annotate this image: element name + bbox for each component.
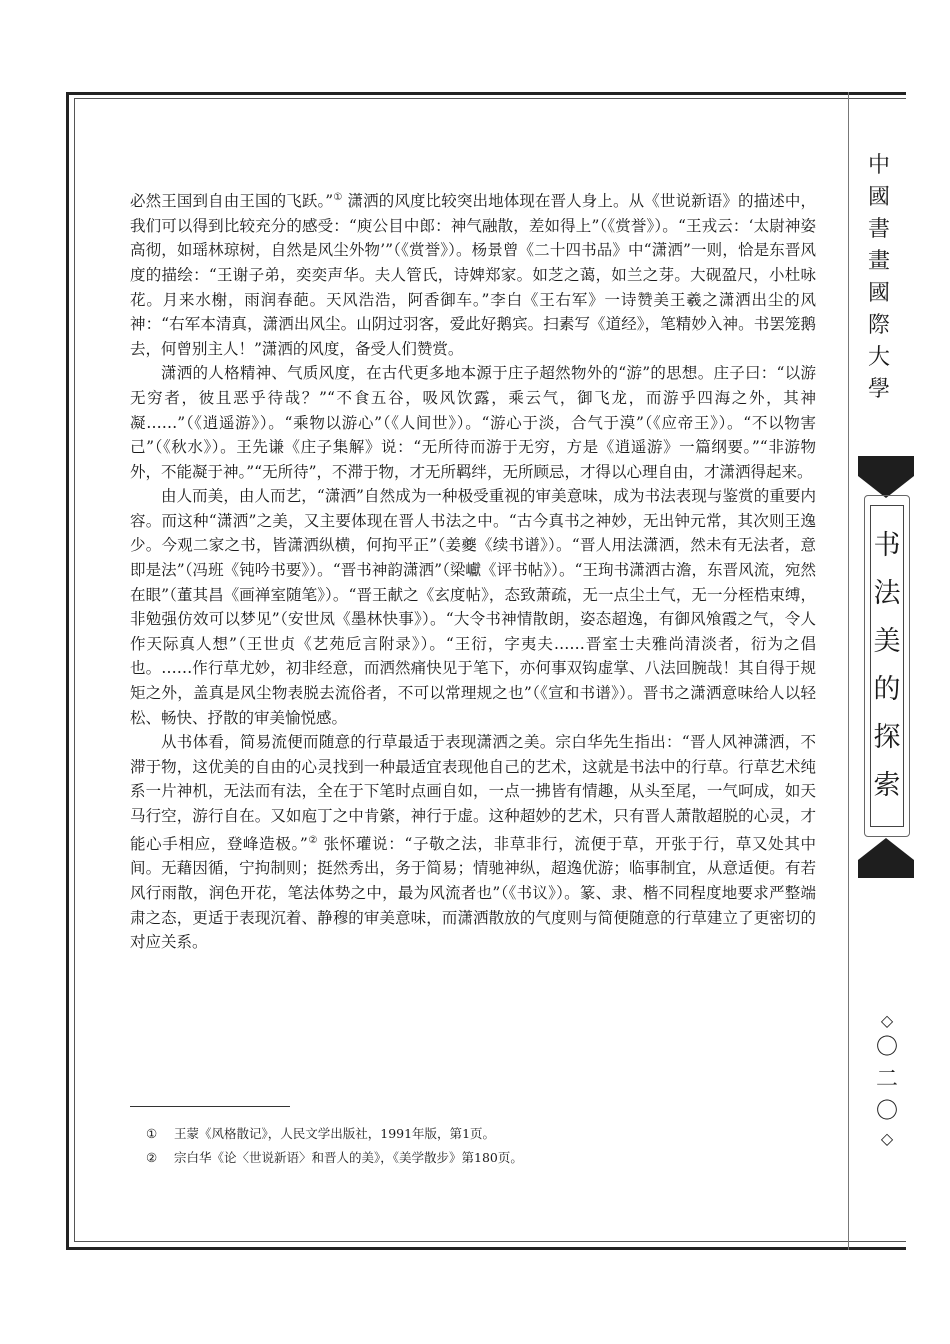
footnote-text: 宗白华《论〈世说新语〉和晋人的美》，《美学散步》第180页。 [174,1150,523,1165]
paragraph-text: 从书体看，简易流便而随意的行草最适于表现潇洒之美。宗白华先生指出：“晋人风神潇洒，不滞于物，这优美的自由的心灵找到一种最适宜表现他自己的艺术，这就是书法中的行草。行草艺术纯系一片神机，无法而有法，全在于下笔时点画自如，一点一拂皆有情趣，从头至尾，一气呵成，如天马行空，游行自在。又如庖丁之中肯綮，神行于虚。这种超妙的艺术，只有晋人萧散超脱的心灵，才能心手相应，登峰造极。” [130,733,816,853]
series-title-char: 畫 [867,249,890,274]
footnotes [146,1122,806,1170]
book-title-char: 索 [873,770,901,801]
series-title-char: 學 [867,377,890,402]
footnote-mark: ① [146,1126,158,1141]
paragraph-1 [130,186,816,361]
footnote-ref[interactable]: ② [307,834,319,846]
diamond-icon: ◇ [880,1129,894,1148]
paragraph-text: 张怀瓘说：“子敬之法，非草非行，流便于草，开张于行，草又处其中间。无藉因循，宁拘制则；挺然秀出，务于简易；情驰神纵，超逸优游；临事制宜，从意适便。有若风行雨散，润色开花，笔法体势之中，最为风流者也”（《书议》）。篆、隶、楷不同程度地要求严整端肃之态，更适于表现沉着、静穆的审美意味，而潇洒散放的气度则与简便随意的行草建立了更密切的对应关系。 [130,834,816,952]
page-number-digit: 〇 [875,1099,898,1124]
book-title-char: 书 [873,530,901,561]
ornament-chevron-bottom [858,834,914,868]
paragraph-2: 潇洒的人格精神、气质风度，在古代更多地本源于庄子超然物外的“游”的思想。庄子曰：“以游无穷者，彼且恶乎待哉？”“不食五谷，吸风饮露，乘云气，御飞龙，而游乎四海之外，其神凝……”（《逍遥游》）。“乘物以游心”（《人间世》）。“游心于淡，合气于漠”（《应帝王》）。“不以物害己”（《秋水》）。王先谦《庄子集解》说：“无所待而游于无穷，方是《逍遥游》一篇纲要。”“非游物外，不能凝于神。”“无所待”，不滞于物，才无所羁绊，无所顾忌，才得以心理自由，才潇洒得起来。 [130,364,816,481]
series-title-char: 際 [867,313,890,338]
paragraph-text: 必然王国到自由王国的飞跃。” [130,192,334,211]
series-title-char: 國 [867,185,890,210]
page-number-digit: 二 [875,1067,898,1092]
page-number-digit: 〇 [875,1035,898,1060]
ornament-bar-bottom [858,866,914,878]
body-text [130,186,816,955]
book-title-char: 的 [873,674,901,705]
book-title-char: 法 [873,578,901,609]
book-title [874,522,901,810]
paragraph-4 [130,730,816,955]
series-title-char: 中 [867,153,890,178]
book-title-box [870,505,904,827]
footnote-item [146,1122,806,1146]
footnote-item [146,1146,806,1170]
book-title-char: 美 [873,626,901,657]
book-title-char: 探 [873,722,901,753]
series-title-char: 書 [867,217,890,242]
page-number [862,1010,912,1150]
series-title-char: 大 [867,345,890,370]
series-title-char: 國 [867,281,890,306]
side-divider [848,92,849,1250]
footnote-mark: ② [146,1150,158,1165]
diamond-icon: ◇ [880,1011,894,1030]
paragraph-3: 由人而美，由人而艺，“潇洒”自然成为一种极受重视的审美意味，成为书法表现与鉴赏的重要内容。而这种“潇洒”之美，又主要体现在晋人书法之中。“古今真书之神妙，无出钟元常，其次则王逸少。今观二家之书，皆潇洒纵横，何拘平正”（姜夔《续书谱》）。“晋人用法潇洒，然未有无法者，意即是法”（冯班《钝吟书要》）。“晋书神韵潇洒”（梁巘《评书帖》）。“王珣书潇洒古澹，东晋风流，宛然在眼”（董其昌《画禅室随笔》）。“晋王献之《玄度帖》，态致萧疏，无一点尘土气，无一分桎梏束缚，非勉强仿效可以梦见”（安世凤《墨林快事》）。“大令书神情散朗，姿态超逸，有御风飧霞之气，令人作天际真人想”（王世贞《艺苑卮言附录》）。“王衍，字夷夫……晋室士夫雅尚清淡者，衍为之倡也。……作行草尤妙，初非经意，而洒然痛快见于笔下，亦何事双钩虚掌、八法回腕哉！其自得于规矩之外，盖真是风尘物表脱去流俗者，不可以常理规之也”（《宣和书谱》）。晋书之潇洒意味给人以轻松、畅快、抒散的审美愉悦感。 [130,487,816,727]
series-title [864,150,894,406]
footnote-text: 王蒙《风格散记》，人民文学出版社，1991年版，第1页。 [174,1126,496,1141]
footnote-ref[interactable]: ① [333,192,343,203]
footnote-divider [130,1106,290,1107]
ornament-bar-top [858,456,914,468]
paragraph-text: 潇洒的风度比较突出地体现在晋人身上。从《世说新语》的描述中，我们可以得到比较充分的感受：“庾公目中郎：神气融散，差如得上”（《赏誉》）。“王戎云：‘太尉神姿高彻，如瑶林琼树，自然是风尘外物’”（《赏誉》）。杨景曾《二十四书品》中“潇洒”一则，恰是东晋风度的描绘：“王谢子弟，奕奕声华。夫人管氏，诗婢郑家。如芝之蔼，如兰之芽。大砚盈尺，小杜咏花。月来水榭，雨润春葩。天风浩浩，阿香御车。”李白《王右军》一诗赞美王羲之潇洒出尘的风神：“右军本清真，潇洒出风尘。山阴过羽客，爱此好鹅宾。扫素写《道经》，笔精妙入神。书罢笼鹅去，何曾别主人！”潇洒的风度，备受人们赞赏。 [130,192,816,358]
